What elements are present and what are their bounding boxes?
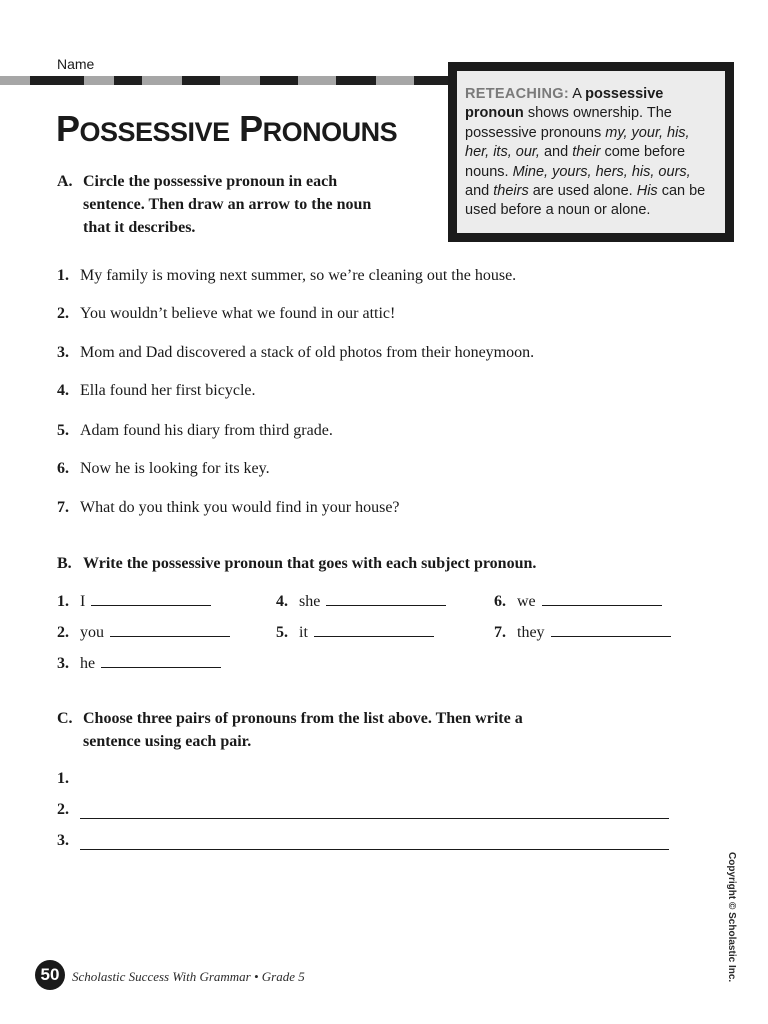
decorative-dashed-rule bbox=[0, 76, 452, 85]
answer-blank[interactable] bbox=[551, 635, 671, 637]
dash-segment bbox=[84, 76, 114, 85]
writing-line[interactable] bbox=[80, 818, 669, 819]
blank-number: 4. bbox=[276, 593, 288, 610]
pronoun-blank-item bbox=[494, 593, 662, 611]
pronoun-blank-item bbox=[57, 655, 221, 673]
sentence-number: 2. bbox=[57, 305, 69, 322]
reteaching-fragment: my, your, his, her, its, our, bbox=[465, 124, 690, 161]
blank-number: 1. bbox=[57, 593, 69, 610]
dash-segment bbox=[414, 76, 452, 85]
sentence-item bbox=[57, 344, 534, 362]
reteaching-fragment: Mine, yours, hers, his, ours, bbox=[512, 163, 691, 180]
section-b-instruction bbox=[57, 552, 677, 575]
dash-segment bbox=[220, 76, 260, 85]
sentence-text: Mom and Dad discovered a stack of old photos from their honeymoon. bbox=[80, 344, 535, 361]
dash-segment bbox=[260, 76, 298, 85]
sentence-number: 3. bbox=[57, 344, 69, 361]
title-rest-1: OSSESSIVE bbox=[79, 117, 230, 147]
sentence-item bbox=[57, 267, 516, 285]
section-c-letter: C. bbox=[57, 710, 73, 727]
reteaching-fragment: their bbox=[572, 144, 601, 161]
dash-segment bbox=[142, 76, 182, 85]
reteaching-fragment: are used alone. bbox=[528, 183, 637, 200]
sentence-text: You wouldn’t believe what we found in our attic! bbox=[80, 305, 396, 322]
section-c-instruction bbox=[57, 707, 617, 753]
blank-number: 3. bbox=[57, 655, 69, 672]
reteaching-text bbox=[457, 71, 725, 233]
answer-blank[interactable] bbox=[110, 635, 230, 637]
sentence-number: 5. bbox=[57, 422, 69, 439]
reteaching-fragment: and bbox=[539, 144, 573, 161]
writing-line-number: 1. bbox=[57, 770, 69, 787]
subject-pronoun: he bbox=[80, 655, 96, 672]
pronoun-blank-item bbox=[276, 593, 446, 611]
title-initial-1: P bbox=[56, 108, 80, 149]
reteaching-fragment: can be used before a noun or alone. bbox=[465, 183, 706, 219]
answer-blank[interactable] bbox=[314, 635, 434, 637]
section-a-line-1: Circle the possessive pronoun in each bbox=[83, 173, 338, 190]
sentence-text: Ella found her first bicycle. bbox=[80, 382, 256, 399]
grade-label: Grade 5 bbox=[261, 969, 305, 984]
reteaching-term: possessive pronoun bbox=[465, 86, 664, 122]
subject-pronoun: I bbox=[80, 593, 86, 610]
answer-blank[interactable] bbox=[91, 604, 211, 606]
reteaching-fragment: and bbox=[465, 183, 494, 200]
section-a-letter: A. bbox=[57, 173, 73, 190]
writing-line-number: 2. bbox=[57, 801, 69, 818]
sentence-item bbox=[57, 382, 256, 400]
pronoun-blank-item bbox=[57, 593, 211, 611]
dash-segment bbox=[298, 76, 336, 85]
book-title: Scholastic Success With Grammar bbox=[72, 969, 251, 984]
pronoun-blank-item bbox=[57, 624, 230, 642]
sentence-number: 7. bbox=[57, 499, 69, 516]
section-b-letter: B. bbox=[57, 555, 72, 572]
answer-blank[interactable] bbox=[101, 666, 221, 668]
answer-blank[interactable] bbox=[326, 604, 446, 606]
dash-segment bbox=[336, 76, 376, 85]
dash-segment bbox=[376, 76, 414, 85]
reteaching-fragment: A bbox=[569, 86, 586, 102]
copyright-notice: Copyright © Scholastic Inc. bbox=[726, 852, 737, 983]
sentence-item bbox=[57, 499, 400, 517]
dash-segment bbox=[0, 76, 30, 85]
section-a-line-3: that it describes. bbox=[83, 219, 196, 236]
sentence-item bbox=[57, 422, 333, 440]
footer-bullet: • bbox=[253, 969, 259, 984]
reteaching-box bbox=[448, 62, 734, 242]
title-rest-2: RONOUNS bbox=[262, 117, 398, 147]
footer-title bbox=[72, 969, 305, 985]
blank-number: 5. bbox=[276, 624, 288, 641]
reteaching-fragment: theirs bbox=[493, 183, 529, 200]
sentence-item bbox=[57, 460, 270, 478]
subject-pronoun: they bbox=[517, 624, 545, 641]
sentence-text: Now he is looking for its key. bbox=[80, 460, 270, 477]
sentence-number: 6. bbox=[57, 460, 69, 477]
reteaching-fragment: His bbox=[636, 183, 658, 200]
subject-pronoun: it bbox=[299, 624, 308, 641]
sentence-number: 1. bbox=[57, 267, 69, 284]
title-initial-2: P bbox=[239, 108, 263, 149]
subject-pronoun: she bbox=[299, 593, 321, 610]
blank-number: 6. bbox=[494, 593, 506, 610]
blank-number: 7. bbox=[494, 624, 506, 641]
writing-line-number: 3. bbox=[57, 832, 69, 849]
subject-pronoun: we bbox=[517, 593, 536, 610]
pronoun-blank-item bbox=[276, 624, 434, 642]
page-title bbox=[56, 108, 397, 150]
section-c-line-2: sentence using each pair. bbox=[83, 733, 252, 750]
reteaching-label: RETEACHING: bbox=[465, 86, 569, 102]
section-b-text: Write the possessive pronoun that goes with each subject pronoun. bbox=[83, 555, 537, 572]
sentence-number: 4. bbox=[57, 382, 69, 399]
pronoun-blank-item bbox=[494, 624, 671, 642]
subject-pronoun: you bbox=[80, 624, 104, 641]
sentence-text: My family is moving next summer, so we’re cleaning out the house. bbox=[80, 267, 517, 284]
sentence-text: Adam found his diary from third grade. bbox=[80, 422, 333, 439]
section-a-line-2: sentence. Then draw an arrow to the noun bbox=[83, 196, 372, 213]
section-c-line-1: Choose three pairs of pronouns from the list above. Then write a bbox=[83, 710, 523, 727]
dash-segment bbox=[30, 76, 84, 85]
sentence-text: What do you think you would find in your house? bbox=[80, 499, 400, 516]
dash-segment bbox=[114, 76, 142, 85]
writing-line[interactable] bbox=[80, 849, 669, 850]
reteaching-fragment: shows ownership. The possessive pronouns bbox=[465, 105, 672, 141]
name-label: Name bbox=[57, 56, 95, 72]
dash-segment bbox=[182, 76, 220, 85]
answer-blank[interactable] bbox=[542, 604, 662, 606]
sentence-item bbox=[57, 305, 395, 323]
page-number-badge: 50 bbox=[35, 960, 65, 990]
section-a-instruction bbox=[57, 170, 417, 239]
blank-number: 2. bbox=[57, 624, 69, 641]
reteaching-fragment: come before nouns. bbox=[465, 144, 686, 180]
